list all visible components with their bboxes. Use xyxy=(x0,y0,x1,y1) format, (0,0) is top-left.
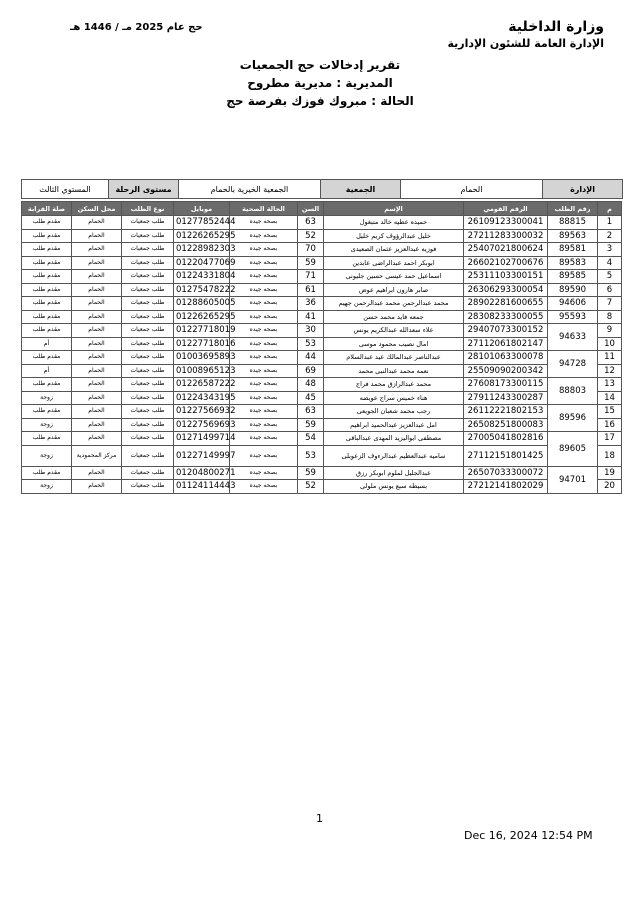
cell-rel: زوجة xyxy=(22,391,72,405)
table-row xyxy=(22,405,622,419)
cell-res: الحمام xyxy=(72,405,122,419)
cell-request-number: 89583 xyxy=(548,256,598,270)
cell-health: بصحه جيده xyxy=(230,297,298,311)
cell-m: 19 xyxy=(598,466,622,480)
cell-m: 9 xyxy=(598,324,622,338)
cell-type: طلب جمعيات xyxy=(122,418,174,432)
cell-age: 59 xyxy=(298,256,324,270)
col-header: الحالة الصحية xyxy=(230,202,298,216)
cell-res: الحمام xyxy=(72,297,122,311)
cell-rel: مقدم طلب xyxy=(22,405,72,419)
cell-health: بصحه جيده xyxy=(230,243,298,257)
cell-age: 63 xyxy=(298,405,324,419)
assoc-label: الجمعية xyxy=(320,180,400,198)
cell-m: 20 xyxy=(598,480,622,494)
cell-type: طلب جمعيات xyxy=(122,378,174,392)
col-header: محل السكن xyxy=(72,202,122,216)
cell-rel: زوجة xyxy=(22,480,72,494)
cell-mobile: 01227718016 xyxy=(174,337,230,351)
cell-health: بصحه جيده xyxy=(230,405,298,419)
cell-type: طلب جمعيات xyxy=(122,297,174,311)
cell-nid: 28101063300078 xyxy=(464,351,548,365)
cell-res: الحمام xyxy=(72,466,122,480)
cell-type: طلب جمعيات xyxy=(122,270,174,284)
cell-nid: 26602102700676 xyxy=(464,256,548,270)
table-row xyxy=(22,324,622,338)
cell-nid: 27211283300032 xyxy=(464,229,548,243)
cell-name: محمد عبدالرحمن محمد عبدالرحمن جهيم xyxy=(324,297,464,311)
table-row xyxy=(22,351,622,365)
table-row xyxy=(22,418,622,432)
cell-rel: زوجة xyxy=(22,445,72,466)
cell-rel: مقدم طلب xyxy=(22,270,72,284)
cell-request-number: 89590 xyxy=(548,283,598,297)
cell-type: طلب جمعيات xyxy=(122,337,174,351)
cell-age: 41 xyxy=(298,310,324,324)
cell-res: الحمام xyxy=(72,283,122,297)
table-row xyxy=(22,466,622,480)
cell-m: 1 xyxy=(598,216,622,230)
cell-type: طلب جمعيات xyxy=(122,243,174,257)
cell-rel: مقدم طلب xyxy=(22,283,72,297)
cell-name: امل عبدالعزيز عبدالحميد ابراهيم xyxy=(324,418,464,432)
cell-m: 7 xyxy=(598,297,622,311)
cell-nid: 27608173300115 xyxy=(464,378,548,392)
cell-type: طلب جمعيات xyxy=(122,405,174,419)
cell-health: بصحه جيده xyxy=(230,480,298,494)
cell-mobile: 01220477069 xyxy=(174,256,230,270)
cell-nid: 27005041802816 xyxy=(464,432,548,446)
cell-mobile: 01288605005 xyxy=(174,297,230,311)
hajj-year: حج عام 2025 مـ / 1446 هـ xyxy=(70,22,203,33)
cell-rel: مقدم طلب xyxy=(22,324,72,338)
table-row xyxy=(22,297,622,311)
cell-rel: مقدم طلب xyxy=(22,216,72,230)
cell-nid: 25311103300151 xyxy=(464,270,548,284)
cell-rel: مقدم طلب xyxy=(22,310,72,324)
cell-m: 5 xyxy=(598,270,622,284)
cell-m: 17 xyxy=(598,432,622,446)
cell-res: الحمام xyxy=(72,418,122,432)
cell-m: 15 xyxy=(598,405,622,419)
admin-value: الحمام xyxy=(400,180,542,198)
cell-name: نعمه محمد عبدالنبى محمد xyxy=(324,364,464,378)
cell-nid: 27212141802029 xyxy=(464,480,548,494)
cell-request-number: 95593 xyxy=(548,310,598,324)
cell-type: طلب جمعيات xyxy=(122,351,174,365)
table-body xyxy=(22,216,622,494)
cell-name: اسماعيل حمد عيسى حسين جليونى xyxy=(324,270,464,284)
cell-request-number: 89585 xyxy=(548,270,598,284)
table-header-row xyxy=(22,202,622,216)
cell-m: 4 xyxy=(598,256,622,270)
cell-type: طلب جمعيات xyxy=(122,324,174,338)
cell-age: 36 xyxy=(298,297,324,311)
cell-m: 3 xyxy=(598,243,622,257)
table-row xyxy=(22,283,622,297)
cell-rel: زوجة xyxy=(22,418,72,432)
cell-age: 59 xyxy=(298,466,324,480)
cell-type: طلب جمعيات xyxy=(122,445,174,466)
cell-age: 48 xyxy=(298,378,324,392)
cell-mobile: 01227569693 xyxy=(174,418,230,432)
cell-name: عبدالجليل لملوم ابوبكر رزق xyxy=(324,466,464,480)
cell-mobile: 01124114443 xyxy=(174,480,230,494)
cell-name: حميده عطيه خالد متبغول xyxy=(324,216,464,230)
trip-level-label: مستوى الرحلة xyxy=(108,180,178,198)
cell-age: 44 xyxy=(298,351,324,365)
cell-nid: 28902281600655 xyxy=(464,297,548,311)
cell-request-number: 88815 xyxy=(548,216,598,230)
cell-mobile: 01227718019 xyxy=(174,324,230,338)
cell-m: 14 xyxy=(598,391,622,405)
cell-health: بصحه جيده xyxy=(230,256,298,270)
report-title: تقرير إدخالات حج الجمعيات xyxy=(239,58,401,72)
cell-age: 52 xyxy=(298,229,324,243)
status-title: الحالة : مبروك فوزك بفرصة حج xyxy=(226,94,414,108)
cell-m: 18 xyxy=(598,445,622,466)
cell-type: طلب جمعيات xyxy=(122,229,174,243)
cell-health: بصحه جيده xyxy=(230,378,298,392)
cell-request-number: 94701 xyxy=(548,466,598,493)
page-number: 1 xyxy=(316,812,323,825)
table-row xyxy=(22,432,622,446)
cell-age: 69 xyxy=(298,364,324,378)
cell-health: بصحه جيده xyxy=(230,216,298,230)
cell-nid: 25407021800624 xyxy=(464,243,548,257)
ministry-name: وزارة الداخلية xyxy=(508,19,604,35)
cell-type: طلب جمعيات xyxy=(122,391,174,405)
info-bar xyxy=(21,179,623,199)
cell-type: طلب جمعيات xyxy=(122,310,174,324)
cell-mobile: 01271499714 xyxy=(174,432,230,446)
cell-res: الحمام xyxy=(72,337,122,351)
cell-name: عبدالناصر عبدالمالك عيد عبدالسلام xyxy=(324,351,464,365)
col-header: الإسم xyxy=(324,202,464,216)
col-header: صلة القرابة xyxy=(22,202,72,216)
cell-type: طلب جمعيات xyxy=(122,480,174,494)
cell-request-number: 89563 xyxy=(548,229,598,243)
cell-m: 8 xyxy=(598,310,622,324)
print-timestamp: Dec 16, 2024 12:54 PM xyxy=(464,829,593,842)
table-row xyxy=(22,243,622,257)
cell-nid: 25509090200342 xyxy=(464,364,548,378)
cell-rel: مقدم طلب xyxy=(22,432,72,446)
cell-health: بصحه جيده xyxy=(230,364,298,378)
cell-mobile: 01224331804 xyxy=(174,270,230,284)
cell-health: بصحه جيده xyxy=(230,229,298,243)
cell-res: الحمام xyxy=(72,243,122,257)
cell-health: بصحه جيده xyxy=(230,432,298,446)
cell-res: الحمام xyxy=(72,364,122,378)
department-name: الإدارة العامة للشئون الإدارية xyxy=(447,37,604,50)
cell-mobile: 01228982303 xyxy=(174,243,230,257)
cell-age: 61 xyxy=(298,283,324,297)
cell-name: ابوبكر احمد عبدالراضى عابدين xyxy=(324,256,464,270)
cell-res: الحمام xyxy=(72,310,122,324)
cell-res: الحمام xyxy=(72,270,122,284)
cell-age: 70 xyxy=(298,243,324,257)
cell-res: الحمام xyxy=(72,378,122,392)
cell-name: محمد عبدالرازق محمد فراج xyxy=(324,378,464,392)
cell-mobile: 01227566932 xyxy=(174,405,230,419)
cell-res: الحمام xyxy=(72,324,122,338)
cell-health: بصحه جيده xyxy=(230,270,298,284)
cell-rel: مقدم طلب xyxy=(22,297,72,311)
cell-res: الحمام xyxy=(72,480,122,494)
cell-res: مركز المحمودية xyxy=(72,445,122,466)
cell-health: بصحه جيده xyxy=(230,466,298,480)
cell-health: بصحه جيده xyxy=(230,337,298,351)
cell-mobile: 01204800271 xyxy=(174,466,230,480)
header-block xyxy=(384,18,604,52)
cell-m: 6 xyxy=(598,283,622,297)
cell-age: 45 xyxy=(298,391,324,405)
report-titles xyxy=(0,56,640,110)
cell-res: الحمام xyxy=(72,351,122,365)
cell-m: 13 xyxy=(598,378,622,392)
cell-rel: مقدم طلب xyxy=(22,378,72,392)
cell-request-number: 89596 xyxy=(548,405,598,432)
cell-name: هناء خميس سراج عويضه xyxy=(324,391,464,405)
table-row xyxy=(22,337,622,351)
cell-health: بصحه جيده xyxy=(230,391,298,405)
cell-health: بصحه جيده xyxy=(230,310,298,324)
table-row xyxy=(22,480,622,494)
cell-age: 63 xyxy=(298,216,324,230)
cell-age: 53 xyxy=(298,445,324,466)
cell-rel: أم xyxy=(22,364,72,378)
table-row xyxy=(22,378,622,392)
table-row xyxy=(22,229,622,243)
cell-mobile: 01275478222 xyxy=(174,283,230,297)
cell-mobile: 01277852444 xyxy=(174,216,230,230)
cell-name: علاء سعدالله عبدالكريم يونس xyxy=(324,324,464,338)
cell-age: 59 xyxy=(298,418,324,432)
cell-nid: 27911243300287 xyxy=(464,391,548,405)
cell-type: طلب جمعيات xyxy=(122,256,174,270)
cell-rel: مقدم طلب xyxy=(22,229,72,243)
cell-name: فوزيه عبدالعزيز عثمان الصعيدى xyxy=(324,243,464,257)
cell-name: رجب محمد شعبان الجويعى xyxy=(324,405,464,419)
cell-m: 2 xyxy=(598,229,622,243)
cell-rel: مقدم طلب xyxy=(22,256,72,270)
table-row xyxy=(22,256,622,270)
cell-nid: 26112221802153 xyxy=(464,405,548,419)
cell-health: بصحه جيده xyxy=(230,283,298,297)
cell-type: طلب جمعيات xyxy=(122,364,174,378)
cell-request-number: 94728 xyxy=(548,351,598,378)
cell-mobile: 01226265295 xyxy=(174,310,230,324)
cell-request-number: 88803 xyxy=(548,378,598,405)
table-row xyxy=(22,270,622,284)
cell-health: بصحه جيده xyxy=(230,324,298,338)
cell-request-number: 94633 xyxy=(548,324,598,351)
cell-m: 10 xyxy=(598,337,622,351)
directorate-title: المديرية : مديرية مطروح xyxy=(247,76,393,90)
cell-mobile: 01227149997 xyxy=(174,445,230,466)
trip-level-value: المستوي الثالث xyxy=(39,184,91,194)
cell-request-number: 89605 xyxy=(548,432,598,467)
col-header: الرقم القومي xyxy=(464,202,548,216)
cell-res: الحمام xyxy=(72,216,122,230)
cell-name: جمعه فايد محمد حسن xyxy=(324,310,464,324)
cell-mobile: 01226587222 xyxy=(174,378,230,392)
col-header: رقم الطلب xyxy=(548,202,598,216)
cell-type: طلب جمعيات xyxy=(122,283,174,297)
cell-rel: مقدم طلب xyxy=(22,243,72,257)
cell-nid: 27112151801425 xyxy=(464,445,548,466)
cell-request-number: 89581 xyxy=(548,243,598,257)
cell-request-number: 94606 xyxy=(548,297,598,311)
table-row xyxy=(22,391,622,405)
cell-name: صابر هارون ابراهيم عوض xyxy=(324,283,464,297)
col-header: موبايل xyxy=(174,202,230,216)
cell-res: الحمام xyxy=(72,432,122,446)
col-header: نوع الطلب xyxy=(122,202,174,216)
cell-rel: أم xyxy=(22,337,72,351)
cell-health: بصحه جيده xyxy=(230,445,298,466)
cell-mobile: 01224343195 xyxy=(174,391,230,405)
col-header: م xyxy=(598,202,622,216)
cell-name: خليل عبدالرؤوف كريم خليل xyxy=(324,229,464,243)
cell-res: الحمام xyxy=(72,391,122,405)
cell-age: 54 xyxy=(298,432,324,446)
cell-nid: 28308233300055 xyxy=(464,310,548,324)
cell-health: بصحه جيده xyxy=(230,418,298,432)
cell-mobile: 01003695893 xyxy=(174,351,230,365)
cell-mobile: 01226265295 xyxy=(174,229,230,243)
admin-label: الإدارة xyxy=(542,180,622,198)
cell-age: 71 xyxy=(298,270,324,284)
cell-name: امال نصيب محمود موسى xyxy=(324,337,464,351)
cell-rel: مقدم طلب xyxy=(22,351,72,365)
table-row xyxy=(22,216,622,230)
cell-type: طلب جمعيات xyxy=(122,432,174,446)
cell-res: الحمام xyxy=(72,229,122,243)
cell-nid: 26508251800083 xyxy=(464,418,548,432)
cell-nid: 29407073300152 xyxy=(464,324,548,338)
cell-m: 12 xyxy=(598,364,622,378)
cell-age: 52 xyxy=(298,480,324,494)
cell-m: 16 xyxy=(598,418,622,432)
cell-mobile: 01008965123 xyxy=(174,364,230,378)
cell-age: 53 xyxy=(298,337,324,351)
cell-nid: 26109123300041 xyxy=(464,216,548,230)
cell-name: مصطفى ابواليزيد المهدى عبدالباقى xyxy=(324,432,464,446)
cell-health: بصحه جيده xyxy=(230,351,298,365)
cell-nid: 26306293300054 xyxy=(464,283,548,297)
cell-nid: 27112061802147 xyxy=(464,337,548,351)
cell-type: طلب جمعيات xyxy=(122,216,174,230)
cell-res: الحمام xyxy=(72,256,122,270)
cell-name: ساميه عبدالعظيم عبدالرءوف الزعوبلى xyxy=(324,445,464,466)
col-header: السن xyxy=(298,202,324,216)
table-row xyxy=(22,364,622,378)
cell-name: بسيطه سبع يونس ملولى xyxy=(324,480,464,494)
cell-rel: مقدم طلب xyxy=(22,466,72,480)
applicants-table xyxy=(21,201,622,494)
cell-m: 11 xyxy=(598,351,622,365)
cell-age: 30 xyxy=(298,324,324,338)
assoc-value: الجمعية الخيرية بالحمام xyxy=(178,180,320,198)
table-row xyxy=(22,310,622,324)
table-row xyxy=(22,445,622,466)
cell-type: طلب جمعيات xyxy=(122,466,174,480)
cell-nid: 26507033300072 xyxy=(464,466,548,480)
